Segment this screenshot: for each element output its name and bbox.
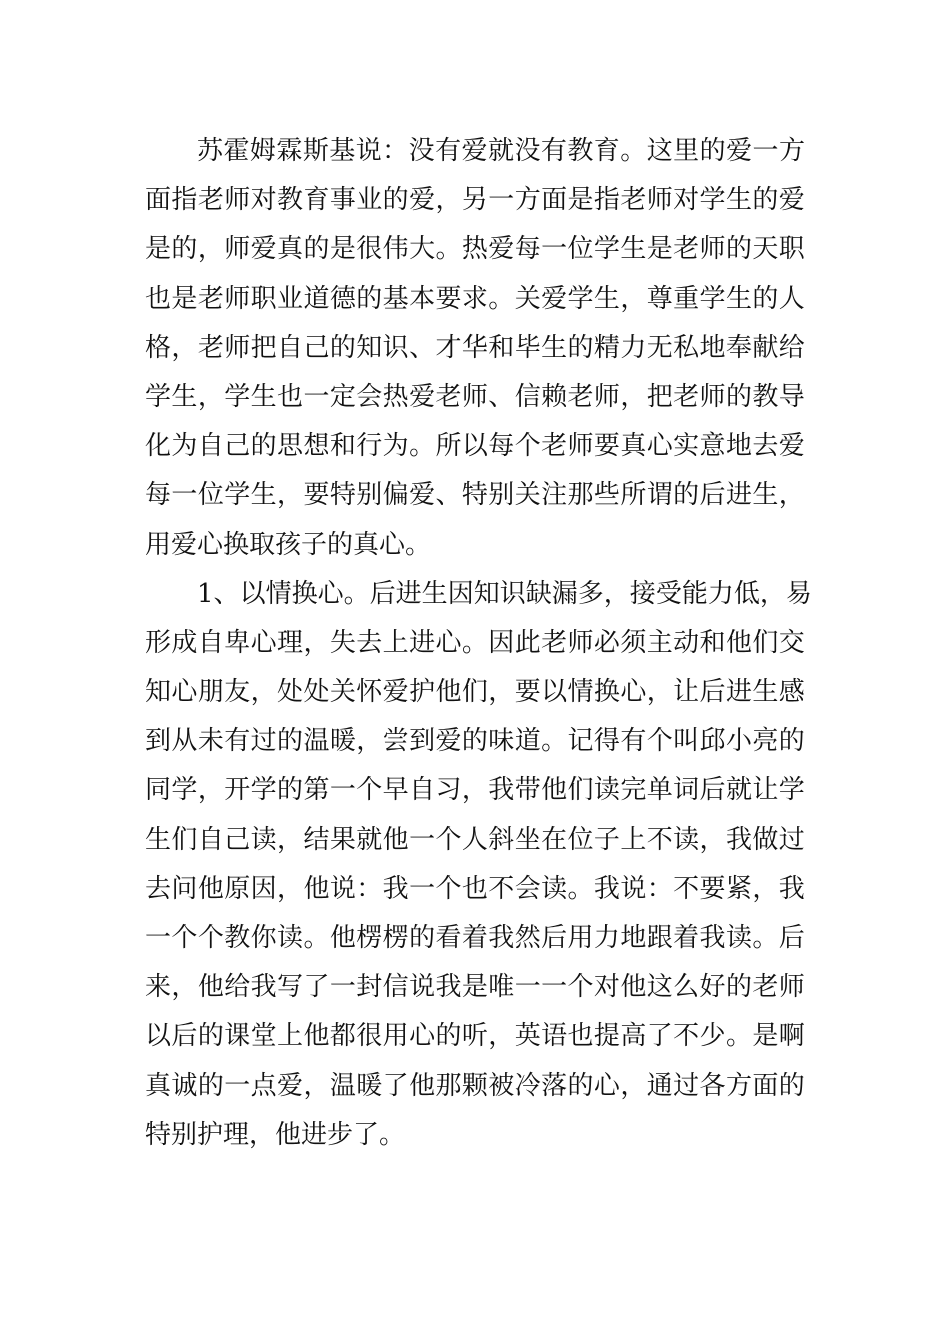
text-line: 来 ， 他 给 我 写 了 一 封 信 说 我 是 唯 一 一 个 对 他 这 么 好 的 老 师 — [145, 972, 805, 1003]
text-line: 形 成 自 卑 心 理 ， 失 去 上 进 心 。 因 此 老 师 必 须 主 动 和 他 们 交 — [145, 627, 805, 658]
text-line: 苏 霍 姆 霖 斯 基 说 ： 没 有 爱 就 没 有 教 育 。 这 里 的 爱 一 方 — [197, 136, 805, 166]
paragraph-1 — [145, 127, 805, 570]
text-line: 以 后 的 课 堂 上 他 都 很 用 心 的 听 ， 英 语 也 提 高 了 不 少 。 是 啊 — [145, 1021, 805, 1052]
text-line: 也 是 老 师 职 业 道 德 的 基 本 要 求 。 关 爱 学 生 ， 尊 重 学 生 的 人 — [145, 283, 805, 314]
text-line: 是 的 ， 师 爱 真 的 是 很 伟 大 。 热 爱 每 一 位 学 生 是 老 师 的 天 职 — [145, 234, 805, 265]
text-line: 特别护理，他进步了。 — [145, 1119, 406, 1150]
text-line: 格 ， 老 师 把 自 己 的 知 识 、 才 华 和 毕 生 的 精 力 无 私 地 奉 献 给 — [145, 332, 805, 363]
text-line: 真 诚 的 一 点 爱 ， 温 暖 了 他 那 颗 被 冷 落 的 心 ， 通 过 各 方 面 的 — [145, 1070, 805, 1101]
text-line: 用爱心换取孩子的真心。 — [145, 529, 432, 560]
paragraph-2 — [145, 570, 812, 1160]
text-line: 1 、 以 情 换 心 。 后 进 生 因 知 识 缺 漏 多 ， 接 受 能 力 低 ， 易 — [197, 578, 812, 609]
body-text — [145, 127, 812, 1160]
text-line: 化 为 自 己 的 思 想 和 行 为 。 所 以 每 个 老 师 要 真 心 实 意 地 去 爱 — [145, 431, 805, 462]
text-line: 去 问 他 原 因 ， 他 说 ： 我 一 个 也 不 会 读 。 我 说 ： 不 要 紧 ， 我 — [145, 873, 805, 904]
text-line: 到 从 未 有 过 的 温 暖 ， 尝 到 爱 的 味 道 。 记 得 有 个 叫 邱 小 亮 的 — [145, 726, 805, 757]
text-line: 面 指 老 师 对 教 育 事 业 的 爱 ， 另 一 方 面 是 指 老 师 对 学 生 的 爱 — [145, 185, 805, 216]
text-line: 同 学 ， 开 学 的 第 一 个 早 自 习 ， 我 带 他 们 读 完 单 词 后 就 让 学 — [145, 775, 805, 806]
text-line: 学 生 ， 学 生 也 一 定 会 热 爱 老 师 、 信 赖 老 师 ， 把 老 师 的 教 导 — [145, 381, 805, 412]
text-line: 每 一 位 学 生 ， 要 特 别 偏 爱 、 特 别 关 注 那 些 所 谓 的 后 进 生 ， — [145, 480, 805, 511]
text-line: 生 们 自 己 读 ， 结 果 就 他 一 个 人 斜 坐 在 位 子 上 不 读 ， 我 做 过 — [145, 824, 805, 855]
text-line: 知 心 朋 友 ， 处 处 关 怀 爱 护 他 们 ， 要 以 情 换 心 ， 让 后 进 生 感 — [145, 677, 805, 708]
text-line: 一 个 个 教 你 读 。 他 楞 楞 的 看 着 我 然 后 用 力 地 跟 着 我 读 。 后 — [145, 923, 805, 953]
